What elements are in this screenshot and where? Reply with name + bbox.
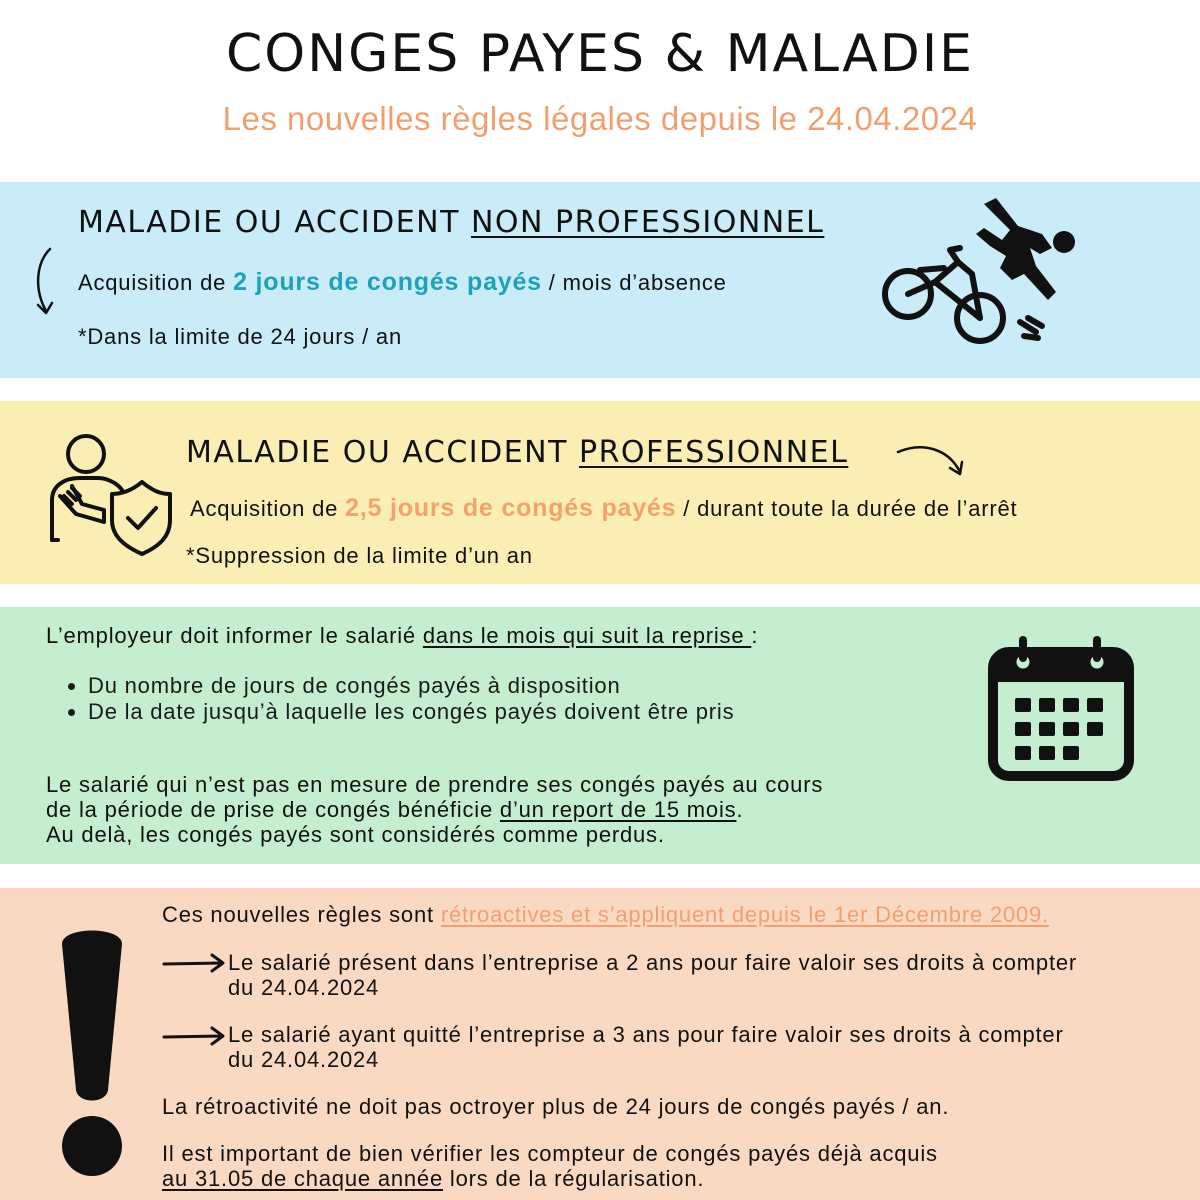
report-line: Au delà, les congés payés sont considérés comme perdus. [46,822,665,847]
page-subtitle: Les nouvelles règles légales depuis le 24.04.2024 [222,100,978,137]
report-line: Le salarié qui n’est pas en mesure de prendre ses congés payés au cours [46,772,824,797]
cyclist-falling-icon [880,190,1090,360]
retro-intro: Ces nouvelles règles sont rétroactives et s’appliquent depuis le 1er Décembre 2009. [162,902,1049,927]
section-pro-acquisition: Acquisition de 2,5 jours de congés payés / durant toute la durée de l’arrêt [190,494,1018,522]
report-line: de la période de prise de congés bénéficie d’un report de 15 mois. [46,797,744,822]
section-non-pro-heading: MALADIE OU ACCIDENT NON PROFESSIONNEL [78,205,825,240]
retro-check-paragraph: Il est important de bien vérifier les compteur de congés payés déjà acquis au 31.05 de chaque année lors de la régularisation. [162,1141,938,1191]
list-item: • De la date jusqu’à laquelle les congés payés doivent être pris [88,699,734,725]
intro-underlined: dans le mois qui suit la reprise [422,623,752,648]
retro-limit-line: La rétroactivité ne doit pas octroyer plus de 24 jours de congés payés / an. [162,1094,950,1119]
employer-intro: L’employeur doit informer le salarié dans le mois qui suit la reprise : [46,623,759,648]
retro-present-employee: Le salarié présent dans l’entreprise a 2 ans pour faire valoir ses droits à compter du 24.04.2024 [228,950,1078,1000]
section-pro-note: *Suppression de la limite d’un an [186,543,533,568]
long-arrow-right-icon [162,1025,228,1052]
curved-arrow-down-icon [30,245,60,325]
curved-arrow-right-icon [892,440,972,487]
employer-bullet-list [46,673,734,725]
retro-underlined: rétroactives et s’appliquent depuis le 1er Décembre 2009. [440,902,1049,927]
long-arrow-right-icon [162,952,228,979]
calendar-icon [985,632,1137,789]
report-underlined: d’un report de 15 mois [499,797,737,822]
section-pro-heading: MALADIE OU ACCIDENT PROFESSIONNEL [186,435,849,470]
heading-underlined: PROFESSIONNEL [578,435,849,470]
section-non-pro-acquisition: Acquisition de 2 jours de congés payés / mois d’absence [78,268,727,296]
employer-report-paragraph [46,772,823,847]
highlight-days: 2,5 jours de congés payés [345,494,677,522]
retro-former-employee: Le salarié ayant quitté l’entreprise a 3 ans pour faire valoir ses droits à compter du 24.04.2024 [228,1022,1064,1072]
section-non-pro-note: *Dans la limite de 24 jours / an [78,324,402,349]
highlight-days: 2 jours de congés payés [233,268,542,296]
check-underlined: au 31.05 de chaque année [162,1166,443,1191]
section-pro-background [0,401,1200,584]
page-title: CONGES PAYES & MALADIE [225,24,975,84]
injured-person-shield-icon [44,430,174,565]
list-item: • Du nombre de jours de congés payés à disposition [88,673,734,699]
exclamation-icon [56,922,128,1189]
heading-underlined: NON PROFESSIONNEL [470,205,825,240]
